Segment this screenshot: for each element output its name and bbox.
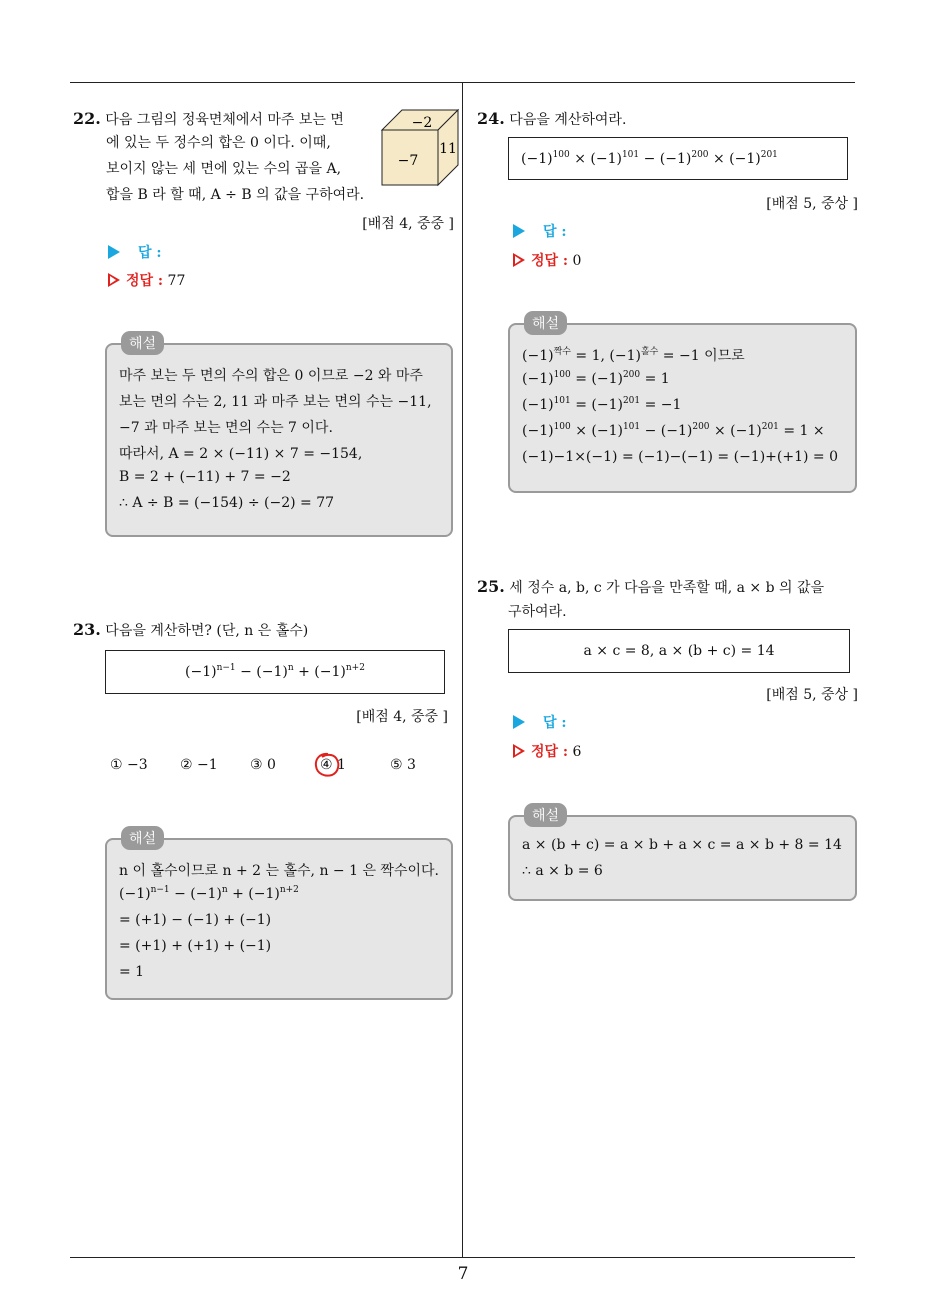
cube-top-value: −2 [411, 115, 433, 131]
q24-formula-box: $(-1)^{100} \times (-1)^{101} - (-1)^{200} \times (-1)^{201}$ [508, 137, 848, 180]
q25-score: [배점 5, 중상 ] [766, 687, 858, 703]
q22-line-3: 보이지 않는 세 면에 있는 수의 곱을 A, [106, 161, 342, 177]
choice-3[interactable]: ③ 0 [250, 757, 276, 773]
outline-play-icon [513, 253, 525, 267]
q22-line-4: 합을 B 라 할 때, A ÷ B 의 값을 구하여라. [106, 187, 365, 203]
q22-number: 22. [73, 109, 101, 128]
choice-4[interactable]: ④ 1 [320, 757, 346, 773]
page-number: 7 [457, 1264, 469, 1284]
q23-number: 23. [73, 620, 101, 639]
choice-1[interactable]: ① −3 [110, 757, 148, 773]
q22-answer-row: 답 : [108, 242, 162, 262]
q24-score: [배점 5, 중상 ] [766, 196, 858, 212]
q25-explanation: 해설 a × (b + c) = a × b + a × c = a × b + 8 = 14 ∴ a × b = 6 [508, 815, 857, 901]
explanation-tag: 해설 [121, 826, 164, 850]
q22-correct-row: 정답 : 77 [108, 270, 185, 290]
q22-score: [배점 4, 중중 ] [362, 216, 454, 232]
explanation-tag: 해설 [121, 331, 164, 355]
choice-5[interactable]: ⑤ 3 [390, 757, 416, 773]
q25-answer-row: 답 : [513, 712, 567, 732]
q23-question: 23. 다음을 계산하면? (단, n 은 홀수) [73, 620, 309, 639]
answer-circle-mark [312, 750, 342, 780]
q25-number: 25. [477, 577, 505, 596]
q25-formula-box: a × c = 8, a × (b + c) = 14 [508, 629, 850, 673]
q25-correct-value: 6 [572, 744, 582, 760]
q24-correct-value: 0 [572, 253, 582, 269]
q23-score: [배점 4, 중중 ] [356, 709, 448, 725]
explanation-tag: 해설 [524, 311, 567, 335]
column-divider [462, 82, 463, 1258]
q25-line-1: 25. 세 정수 a, b, c 가 다음을 만족할 때, a × b 의 값을 [477, 577, 825, 596]
q24-number: 24. [477, 109, 505, 128]
q22-line-1: 22. 다음 그림의 정육면체에서 마주 보는 면 [73, 109, 344, 128]
q22-line-2: 에 있는 두 정수의 합은 0 이다. 이때, [106, 135, 331, 151]
cube-front-value: −7 [397, 153, 419, 169]
play-icon [513, 224, 525, 238]
q24-explanation: 해설 $(-1)^{짝수} = 1$, $(-1)^{홀수} = -1$ 이므로 $(-1)^{100} = (-1)^{200} = 1$ $(-1)^{101} = (-1)^{201} = -1$ $(-1)^{100} \times (-1)^{101} - (-1)^{200} \times (-1)^{201} = 1$ × (−1)−1×(−1) = (−1)−(−1) = (−1)+(+1) = 0 [508, 323, 857, 493]
outline-play-icon [513, 744, 525, 758]
outline-play-icon [108, 273, 120, 287]
play-icon [513, 715, 525, 729]
q23-formula-box: $(-1)^{n-1} - (-1)^n + (-1)^{n+2}$ [105, 650, 445, 694]
choice-2[interactable]: ② −1 [180, 757, 218, 773]
bottom-rule [70, 1257, 855, 1258]
play-icon [108, 245, 120, 259]
cube-side-value: 11 [439, 141, 457, 157]
explanation-tag: 해설 [524, 803, 567, 827]
q24-answer-row: 답 : [513, 221, 567, 241]
q22-correct-value: 77 [167, 273, 186, 289]
cube-figure [380, 105, 460, 187]
q22-explanation: 해설 마주 보는 두 면의 수의 합은 0 이므로 −2 와 마주 보는 면의 수는 2, 11 과 마주 보는 면의 수는 −11, −7 과 마주 보는 면의 수는 7 이다. 따라서, A = 2 × (−11) × 7 = −154, B = 2 + (−11) + 7 = −2 ∴ A ÷ B = (−154) ÷ (−2) = 77 [105, 343, 453, 537]
q23-explanation: 해설 n 이 홀수이므로 n + 2 는 홀수, n − 1 은 짝수이다. $(-1)^{n-1} - (-1)^n + (-1)^{n+2}$ = (+1) − (−1) + (−1) = (+1) + (+1) + (−1) = 1 [105, 838, 453, 1000]
q25-line-2: 구하여라. [508, 604, 567, 620]
q24-question: 24. 다음을 계산하여라. [477, 109, 627, 128]
q25-correct-row: 정답 : 6 [513, 741, 581, 761]
q24-correct-row: 정답 : 0 [513, 250, 581, 270]
